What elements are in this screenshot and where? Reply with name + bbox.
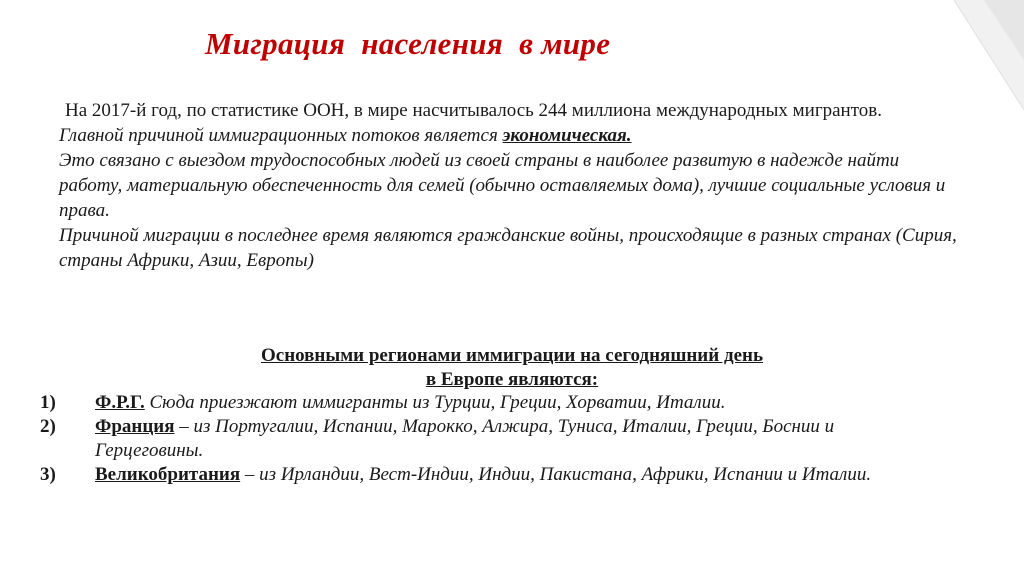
list-item-body [95, 463, 940, 487]
country-name: Великобритания [95, 464, 241, 485]
list-number: 1) [40, 392, 56, 413]
list-item [40, 463, 940, 487]
intro-recent-reason: Причиной миграции в последнее время являются гражданские войны, происходящие в разных странах (Сирия, страны Африки, Азии, Европы) [59, 225, 957, 271]
country-name: Ф.Р.Г. [95, 392, 145, 413]
list-item-body [95, 415, 940, 463]
regions-list [40, 391, 940, 487]
country-description: – из Ирландии, Вест-Индии, Индии, Пакистана, Африки, Испании и Италии. [240, 464, 872, 485]
list-item [40, 391, 940, 415]
intro-text [59, 98, 959, 273]
list-number: 2) [40, 416, 56, 437]
list-item [40, 415, 940, 463]
regions-heading-line2: в Европе являются: [425, 369, 599, 390]
regions-heading-line1: Основными регионами иммиграции на сегодняшний день [260, 345, 763, 366]
intro-statistics: На 2017-й год, по статистике ООН, в мире насчитывалось 244 миллиона международных мигрантов. [65, 100, 882, 121]
intro-reason-explanation: Это связано с выездом трудоспособных людей из своей страны в наиболее развитую в надежде найти работу, материальную обеспеченность для семей (обычно оставляемых дома), лучшие социальные условия и права. [59, 150, 946, 221]
reason-prefix: Главной причиной иммиграционных потоков является [59, 125, 503, 146]
country-name: Франция [95, 416, 175, 437]
intro-main-reason [59, 123, 959, 148]
list-number: 3) [40, 464, 56, 485]
reason-keyword: экономическая. [502, 125, 632, 146]
country-description: – из Португалии, Испании, Марокко, Алжира, Туниса, Италии, Греции, Боснии и Герцеговины. [95, 416, 835, 461]
country-description: Сюда приезжают иммигранты из Турции, Греции, Хорватии, Италии. [144, 392, 726, 413]
slide-title: Миграция населения в мире [205, 26, 611, 61]
list-item-body [95, 391, 940, 415]
